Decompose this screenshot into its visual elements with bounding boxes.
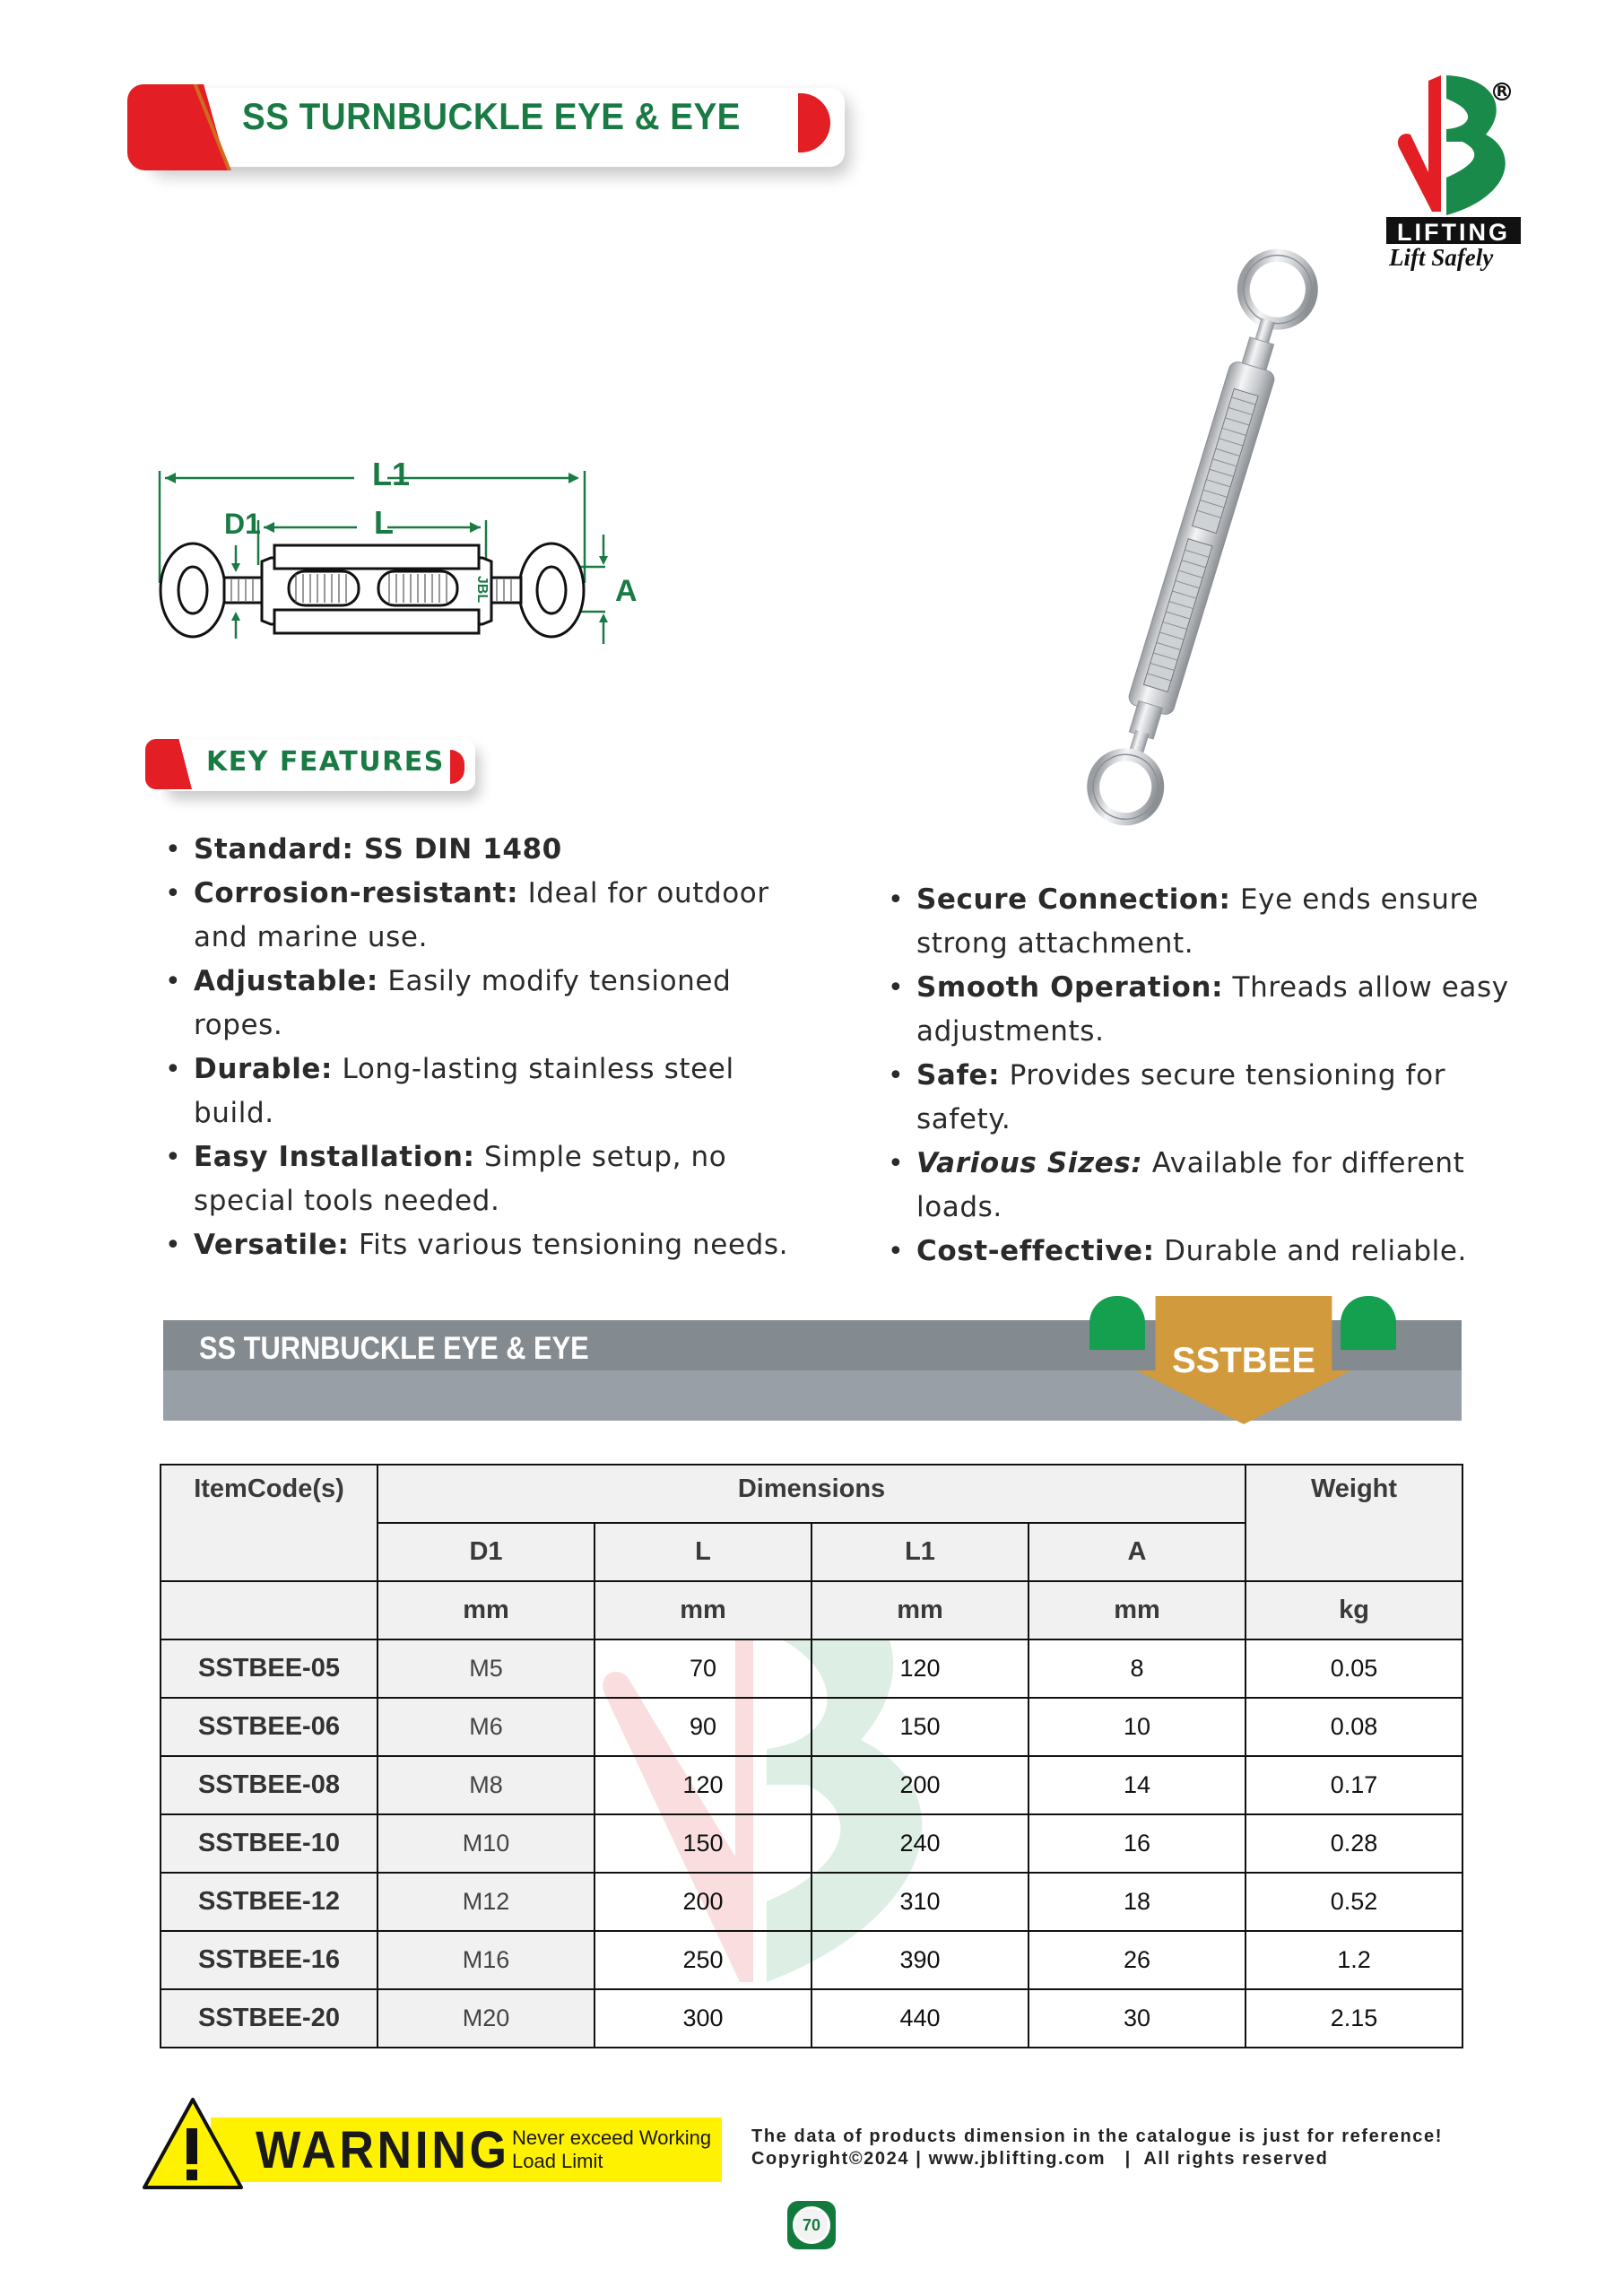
header-weight: Weight xyxy=(1245,1465,1462,1581)
cell-a: 16 xyxy=(1028,1814,1245,1873)
features-list-left xyxy=(163,828,809,1267)
header-units-blank xyxy=(161,1581,378,1639)
feature-item xyxy=(163,1048,809,1135)
cell-a: 30 xyxy=(1028,1989,1245,2048)
cell-a: 18 xyxy=(1028,1873,1245,1931)
diagram-label-d1: D1 xyxy=(224,508,261,540)
cell-d1: M12 xyxy=(378,1873,595,1931)
header-l: L xyxy=(595,1523,812,1581)
feature-item xyxy=(886,1230,1514,1274)
turnbuckle-photo-icon xyxy=(1058,233,1345,843)
feature-text: Available for different loads. xyxy=(916,1147,1465,1223)
table-header-row xyxy=(161,1465,1462,1523)
warning-message-line2: Load Limit xyxy=(512,2150,603,2172)
feature-text: Eye ends ensure strong attachment. xyxy=(916,883,1479,960)
feature-item xyxy=(163,872,809,960)
feature-key: Safe: xyxy=(916,1059,1001,1091)
warning-message xyxy=(512,2126,727,2173)
header-item-code: ItemCode(s) xyxy=(161,1465,378,1581)
diagram-label-l1: L1 xyxy=(372,456,411,492)
cell-weight: 0.05 xyxy=(1245,1639,1462,1698)
cell-d1: M8 xyxy=(378,1756,595,1814)
cell-l: 150 xyxy=(595,1814,812,1873)
cell-weight: 0.17 xyxy=(1245,1756,1462,1814)
product-band-name: SS TURNBUCKLE EYE & EYE xyxy=(199,1331,589,1366)
cell-l: 300 xyxy=(595,1989,812,2048)
feature-key: Versatile: xyxy=(194,1229,350,1261)
unit-l: mm xyxy=(595,1581,812,1639)
feature-item xyxy=(163,1223,809,1267)
cell-code: SSTBEE-10 xyxy=(161,1814,378,1873)
logo-tagline: Lift Safely xyxy=(1389,244,1494,271)
jb-lifting-logo xyxy=(1385,72,1547,278)
table-row xyxy=(161,1931,1462,1989)
cell-l: 120 xyxy=(595,1756,812,1814)
cell-a: 10 xyxy=(1028,1698,1245,1756)
cell-l1: 240 xyxy=(812,1814,1028,1873)
diagram-label-a: A xyxy=(615,574,638,608)
page-title-banner xyxy=(127,77,845,167)
feature-item xyxy=(886,966,1514,1054)
header-dimensions: Dimensions xyxy=(378,1465,1245,1523)
feature-key: Various Sizes: xyxy=(916,1147,1143,1179)
feature-key: Standard: SS DIN 1480 xyxy=(194,833,562,865)
cell-weight: 2.15 xyxy=(1245,1989,1462,2048)
cell-weight: 0.08 xyxy=(1245,1698,1462,1756)
cell-l: 250 xyxy=(595,1931,812,1989)
cell-l1: 440 xyxy=(812,1989,1028,2048)
page-number-badge xyxy=(787,2201,836,2249)
feature-item xyxy=(886,1054,1514,1142)
turnbuckle-drawing-icon xyxy=(152,448,915,673)
footer-note xyxy=(751,2126,1443,2170)
warning-word: WARNING xyxy=(256,2121,510,2179)
key-features-title: KEY FEATURES xyxy=(206,746,445,778)
feature-text: Provides secure tensioning for safety. xyxy=(916,1059,1446,1135)
header-l1: L1 xyxy=(812,1523,1028,1581)
cell-code: SSTBEE-16 xyxy=(161,1931,378,1989)
cell-d1: M10 xyxy=(378,1814,595,1873)
specifications-table xyxy=(160,1464,1463,2048)
cell-code: SSTBEE-08 xyxy=(161,1756,378,1814)
unit-d1: mm xyxy=(378,1581,595,1639)
table-row xyxy=(161,1639,1462,1698)
feature-key: Cost-effective: xyxy=(916,1235,1155,1267)
product-code-tag xyxy=(1088,1294,1397,1424)
cell-a: 14 xyxy=(1028,1756,1245,1814)
cell-d1: M20 xyxy=(378,1989,595,2048)
unit-l1: mm xyxy=(812,1581,1028,1639)
feature-key: Smooth Operation: xyxy=(916,971,1224,1004)
product-code: SSTBEE xyxy=(1171,1341,1316,1380)
feature-item xyxy=(886,1142,1514,1230)
cell-l: 70 xyxy=(595,1639,812,1698)
product-photo xyxy=(1058,233,1345,843)
logo-brand-text: LIFTING xyxy=(1386,217,1521,244)
footer-copyright: Copyright©2024 | www.jblifting.com | All rights reserved xyxy=(751,2149,1329,2169)
diagram-marking-jbl: JBL xyxy=(474,575,490,604)
cell-l1: 200 xyxy=(812,1756,1028,1814)
feature-text: Simple setup, no special tools needed. xyxy=(194,1141,727,1217)
feature-key: Secure Connection: xyxy=(916,883,1231,916)
unit-a: mm xyxy=(1028,1581,1245,1639)
cell-l: 90 xyxy=(595,1698,812,1756)
feature-text: Threads allow easy adjustments. xyxy=(916,971,1509,1048)
feature-item xyxy=(163,828,809,872)
unit-weight: kg xyxy=(1245,1581,1462,1639)
features-list-right xyxy=(886,878,1514,1274)
header-d1: D1 xyxy=(378,1523,595,1581)
warning-banner xyxy=(139,2094,722,2193)
feature-text: Fits various tensioning needs. xyxy=(349,1229,789,1261)
cell-code: SSTBEE-05 xyxy=(161,1639,378,1698)
header-a: A xyxy=(1028,1523,1245,1581)
table-units-row xyxy=(161,1581,1462,1639)
feature-key: Durable: xyxy=(194,1053,334,1085)
feature-item xyxy=(886,878,1514,966)
cell-d1: M16 xyxy=(378,1931,595,1989)
cell-d1: M5 xyxy=(378,1639,595,1698)
table-row xyxy=(161,1756,1462,1814)
cell-l1: 390 xyxy=(812,1931,1028,1989)
cell-a: 8 xyxy=(1028,1639,1245,1698)
cell-code: SSTBEE-20 xyxy=(161,1989,378,2048)
feature-text: Ideal for outdoor and marine use. xyxy=(194,877,769,953)
cell-d1: M6 xyxy=(378,1698,595,1756)
feature-text: Long-lasting stainless steel build. xyxy=(194,1053,734,1129)
cell-l1: 150 xyxy=(812,1698,1028,1756)
table-row xyxy=(161,1989,1462,2048)
table-row xyxy=(161,1814,1462,1873)
feature-key: Adjustable: xyxy=(194,965,378,997)
feature-text: Durable and reliable. xyxy=(1154,1235,1467,1267)
feature-text: Easily modify tensioned ropes. xyxy=(194,965,732,1041)
feature-item xyxy=(163,1135,809,1223)
cell-a: 26 xyxy=(1028,1931,1245,1989)
cell-l1: 310 xyxy=(812,1873,1028,1931)
cell-l: 200 xyxy=(595,1873,812,1931)
warning-triangle-icon xyxy=(139,2094,247,2193)
diagram-label-l: L xyxy=(374,504,394,541)
dimension-diagram xyxy=(152,448,915,673)
page-number: 70 xyxy=(793,2206,830,2244)
cell-code: SSTBEE-12 xyxy=(161,1873,378,1931)
feature-key: Easy Installation: xyxy=(194,1141,475,1173)
registered-mark: R xyxy=(1493,83,1511,100)
warning-message-line1: Never exceed Working xyxy=(512,2126,712,2149)
footer-disclaimer: The data of products dimension in the catalogue is just for reference! xyxy=(751,2126,1443,2146)
cell-weight: 0.28 xyxy=(1245,1814,1462,1873)
key-features-banner xyxy=(145,734,477,793)
feature-key: Corrosion-resistant: xyxy=(194,877,519,909)
table-row xyxy=(161,1873,1462,1931)
cell-code: SSTBEE-06 xyxy=(161,1698,378,1756)
cell-weight: 0.52 xyxy=(1245,1873,1462,1931)
table-row xyxy=(161,1698,1462,1756)
page-title: SS TURNBUCKLE EYE & EYE xyxy=(242,95,741,137)
cell-weight: 1.2 xyxy=(1245,1931,1462,1989)
feature-item xyxy=(163,960,809,1048)
cell-l1: 120 xyxy=(812,1639,1028,1698)
